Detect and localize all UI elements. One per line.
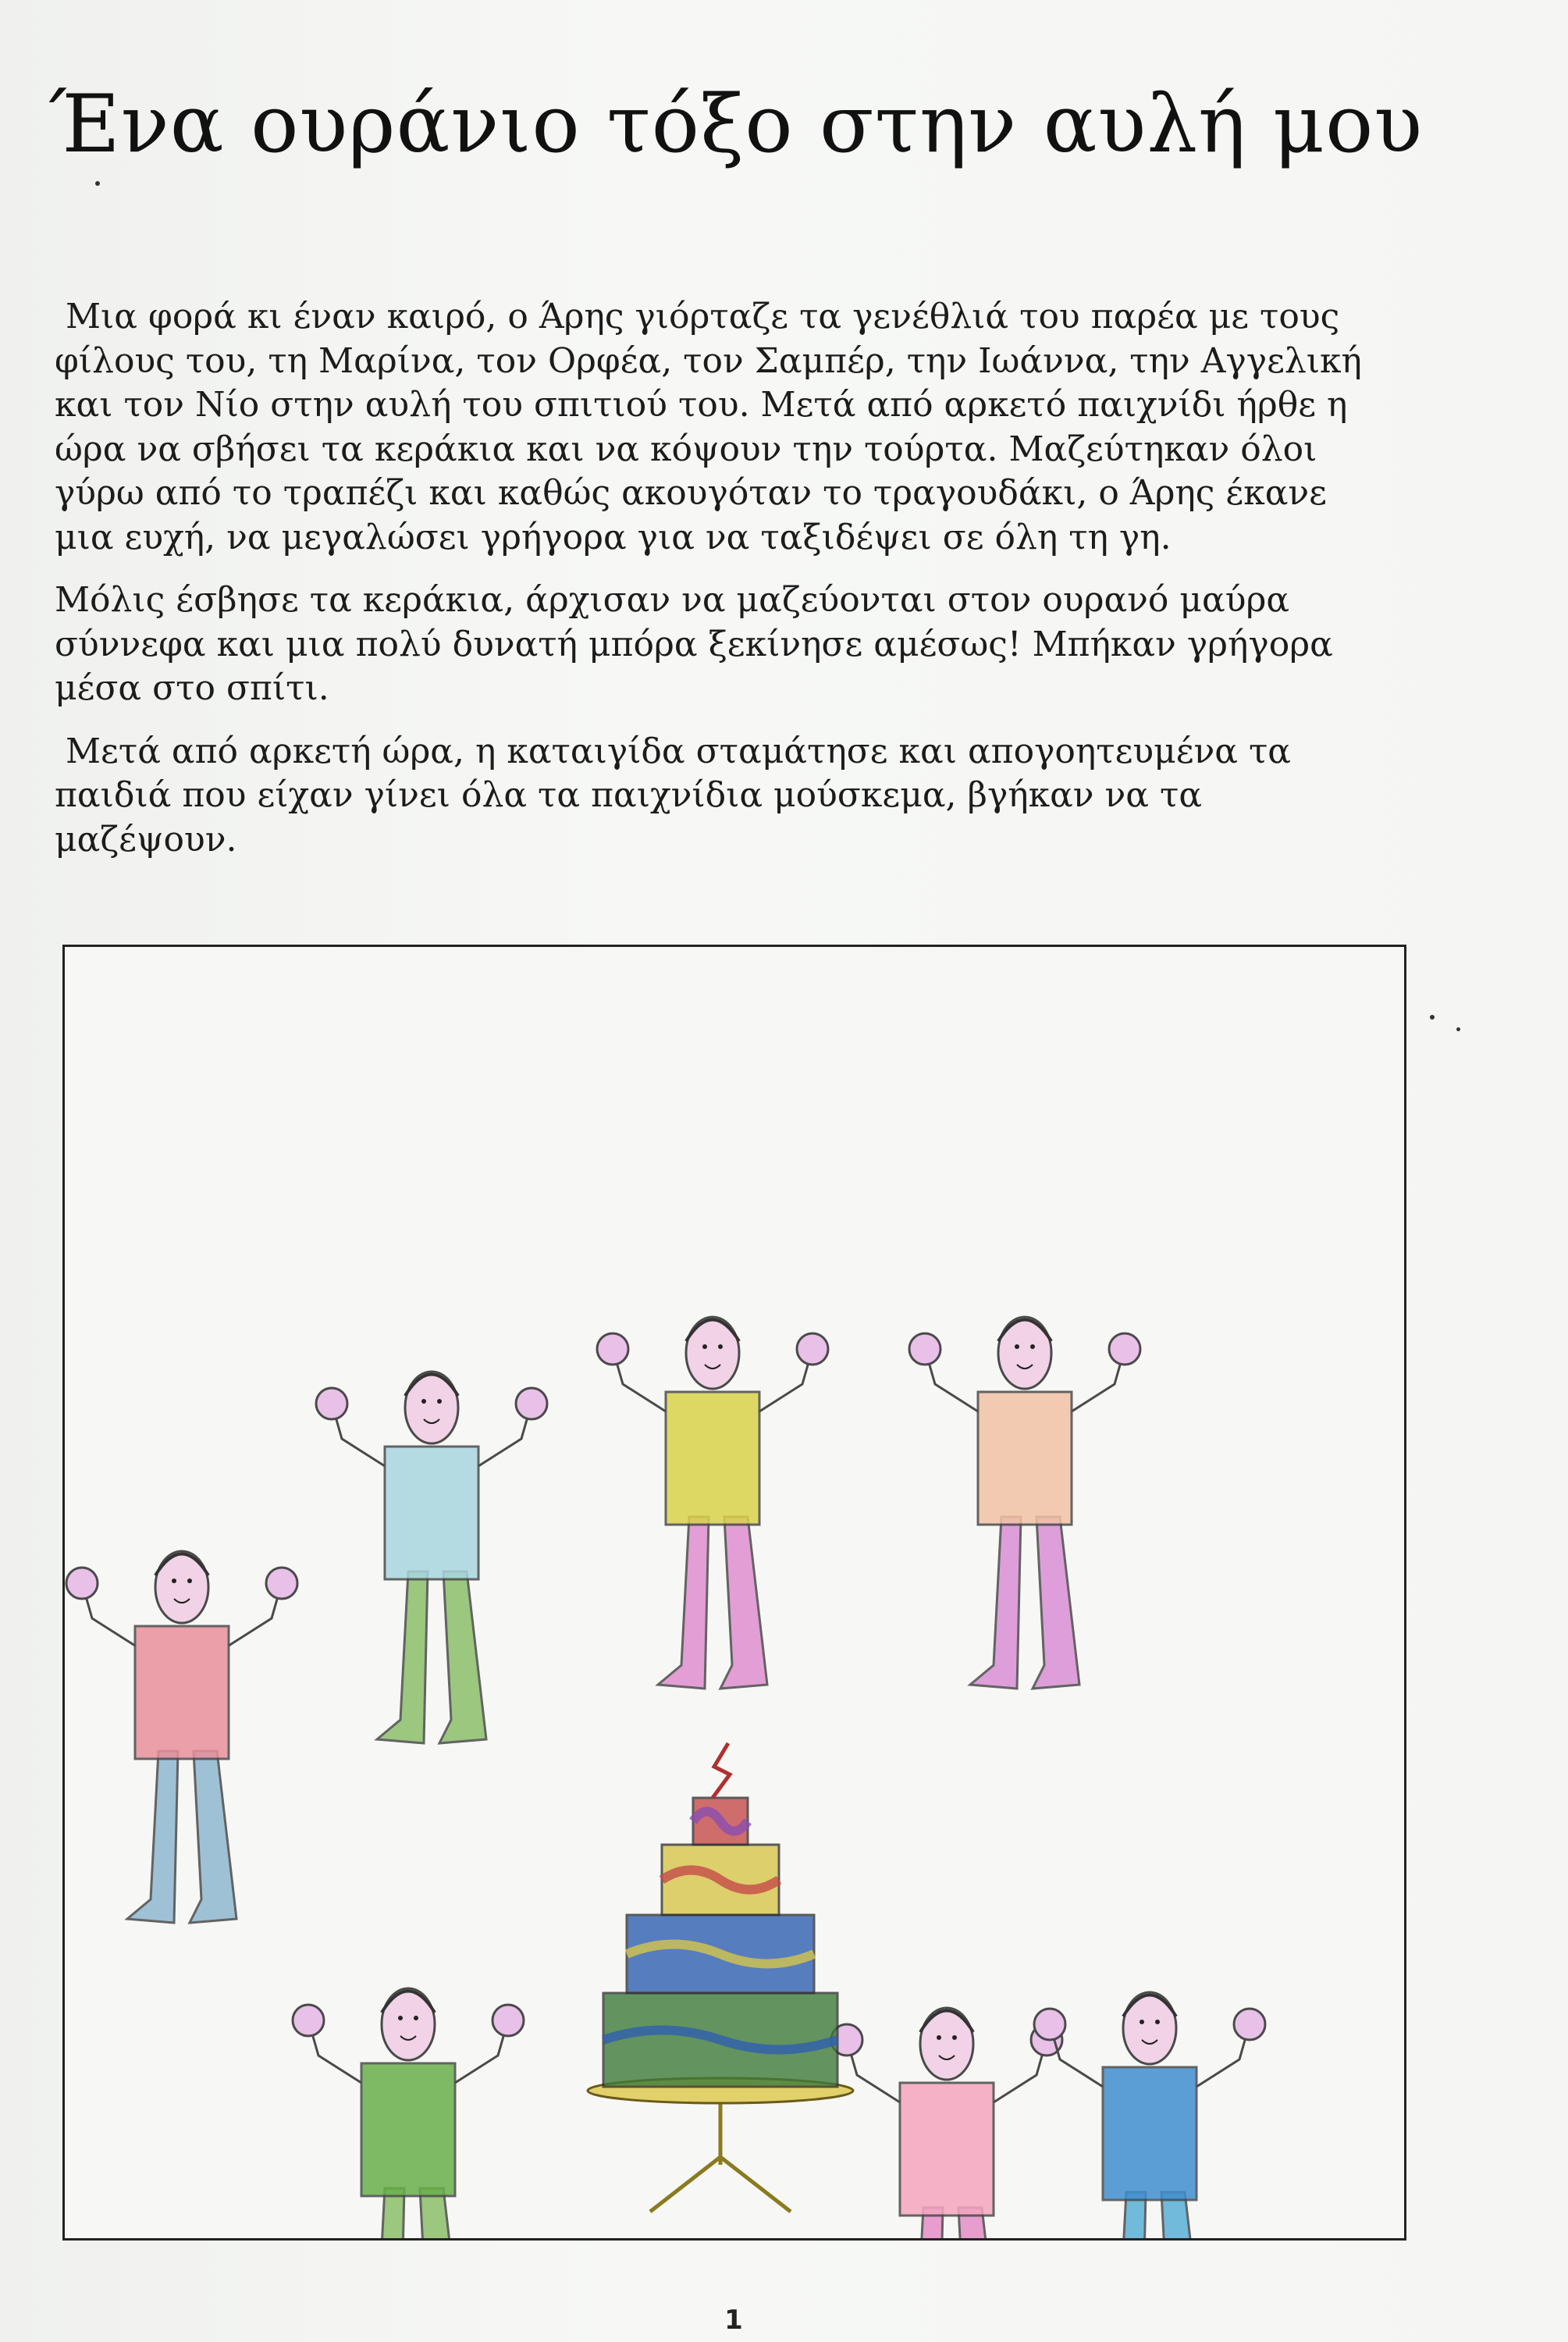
child-hand (492, 2005, 524, 2036)
child-leg (127, 1751, 178, 1923)
child-head (998, 1317, 1051, 1389)
child-shirt (361, 2063, 455, 2196)
child-hand (1109, 1333, 1140, 1365)
child-hand (316, 1388, 347, 1419)
child-arm (615, 1357, 666, 1411)
child-leg (439, 1571, 486, 1743)
child-figure (293, 1988, 524, 2238)
child-arm (311, 2028, 361, 2083)
child-eye (421, 1399, 426, 1404)
child-shirt (135, 1626, 229, 1759)
child-shirt (666, 1392, 759, 1525)
child-hand (66, 1568, 98, 1599)
page-title: Ένα ουράνιο τόξο στην αυλή μου (48, 78, 1424, 171)
child-figure (66, 1551, 297, 1923)
page-number: 1 (724, 2305, 743, 2336)
child-leg (658, 1517, 709, 1689)
child-head (405, 1372, 458, 1443)
child-leg (190, 1751, 236, 1923)
child-hand (797, 1333, 828, 1365)
child-shirt (978, 1392, 1072, 1525)
child-hand (597, 1333, 628, 1365)
child-arm (84, 1591, 135, 1646)
child-arm (229, 1591, 279, 1646)
child-eye (1155, 2020, 1160, 2024)
child-hand (909, 1333, 940, 1365)
child-figure (831, 2008, 1062, 2238)
child-head (155, 1551, 208, 1623)
child-head (686, 1317, 739, 1389)
child-head (382, 1988, 435, 2060)
child-eye (702, 1344, 707, 1349)
child-eye (937, 2035, 941, 2040)
cake-candle (713, 1743, 730, 1798)
child-figure (1034, 1992, 1265, 2238)
child-eye (398, 2016, 403, 2020)
child-eye (414, 2016, 418, 2020)
dust-speck (95, 181, 100, 186)
paragraph-3: Μετά από αρκετή ώρα, η καταιγίδα σταμάτησε και απογοητευμένα τα παιδιά που είχαν γίνει όλα τα παιχνίδια μούσκεμα, βγήκαν να τα μαζέψουν. (55, 731, 1292, 860)
dust-speck (1456, 1027, 1460, 1031)
child-leg (720, 1517, 767, 1689)
birthday-cake (588, 1743, 853, 2212)
child-leg (1033, 1517, 1079, 1689)
paragraph-2: Μόλις έσβησε τα κεράκια, άρχισαν να μαζεύονται στον ουρανό μαύρα σύννεφα και μια πολύ δυνατή μπόρα ξεκίνησε αμέσως! Μπήκαν γρήγορα μέσα στο σπίτι. (55, 580, 1333, 708)
child-shirt (900, 2083, 994, 2216)
child-eye (1140, 2020, 1144, 2024)
cake-stand (650, 2095, 791, 2212)
child-leg (377, 1571, 428, 1743)
child-leg (970, 1517, 1021, 1689)
child-eye (437, 1399, 442, 1404)
child-figure (909, 1317, 1140, 1689)
child-shirt (1103, 2067, 1196, 2200)
child-arm (927, 1357, 978, 1411)
child-arm (759, 1357, 810, 1411)
paragraph-1: Μια φορά κι έναν καιρό, ο Άρης γιόρταζε τα γενέθλιά του παρέα με τους φίλους του, τη Μαρίνα, τον Ορφέα, τον Σαμπέρ, την Ιωάννα, την Αγγελική και τον Νίο στην αυλή του σπιτιού του. Μετά από αρκετό παιχνίδι ήρθε η ώρα να σβήσει τα κεράκια και να κόψουν την τούρτα. Μαζεύτηκαν όλοι γύρω από το τραπέζι και καθώς ακουγόταν το τραγουδάκι, ο Άρης έκανε μια ευχή, να μεγαλώσει γρήγορα για να ταξιδέψει σε όλη τη γη. (55, 297, 1362, 557)
child-arm (1072, 1357, 1122, 1411)
child-eye (718, 1344, 723, 1349)
child-hand (1234, 2009, 1265, 2040)
child-eye (172, 1579, 176, 1583)
birthday-party-illustration (65, 947, 1404, 2238)
child-hand (266, 1568, 297, 1599)
child-arm (994, 2048, 1044, 2102)
story-text (55, 295, 1381, 881)
child-figure (316, 1372, 547, 1743)
child-arm (849, 2048, 900, 2102)
child-eye (1030, 1344, 1035, 1349)
child-head (1123, 1992, 1176, 2064)
child-hand (1034, 2009, 1065, 2040)
child-head (920, 2008, 973, 2080)
child-arm (334, 1411, 385, 1466)
child-eye (952, 2035, 957, 2040)
child-arm (1196, 2032, 1247, 2087)
child-arm (455, 2028, 506, 2083)
dust-speck (1430, 1015, 1435, 1020)
child-hand (516, 1388, 547, 1419)
child-eye (1015, 1344, 1019, 1349)
children-drawing (62, 945, 1406, 2241)
child-figure (597, 1317, 828, 1689)
child-arm (478, 1411, 529, 1466)
child-eye (187, 1579, 192, 1583)
child-shirt (385, 1447, 478, 1579)
child-hand (293, 2005, 324, 2036)
